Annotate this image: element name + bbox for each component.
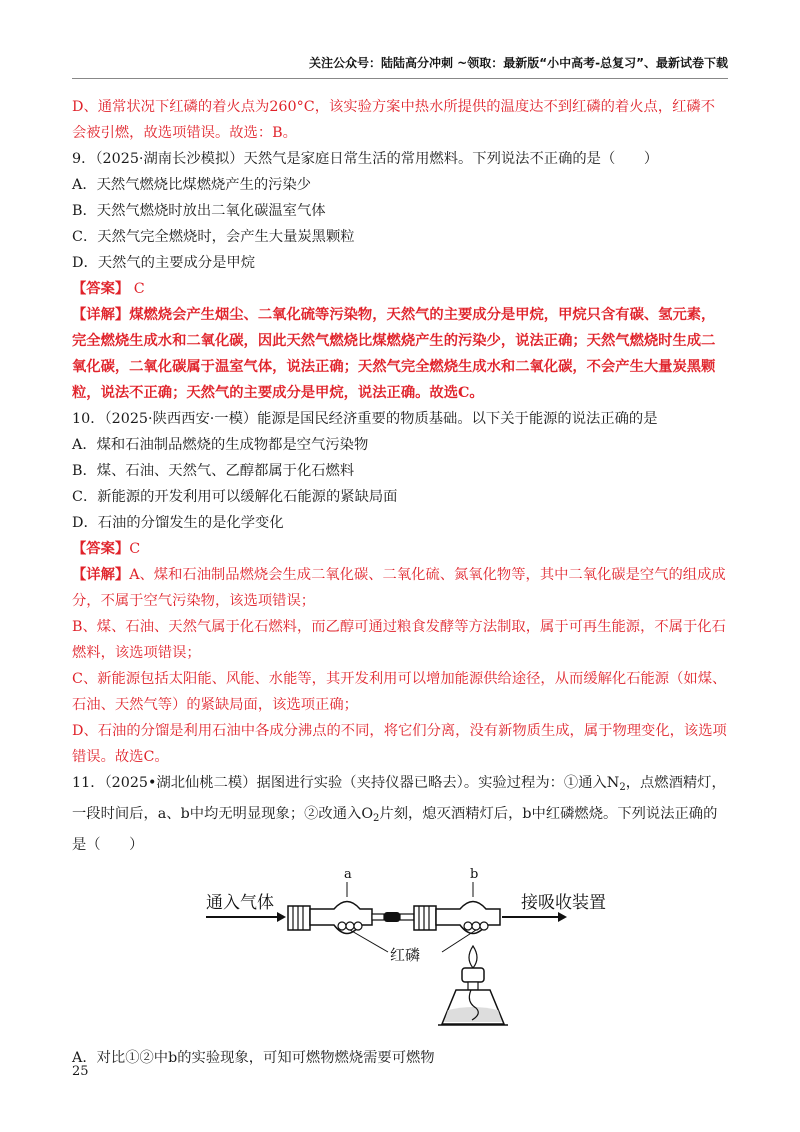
page-number: 25 [72, 1064, 89, 1079]
label-a: a [344, 867, 352, 882]
q10-detail-a-text: A、煤和石油制品燃烧会生成二氧化碳、二氧化硫、氮氧化物等，其中二氧化碳是空气的组成成分，不属于空气污染物，该选项错误； [72, 567, 726, 609]
q11-stem-part2: ，点燃酒精灯，一段时间后，a、b中均无明显现象；②改通入O [72, 775, 726, 822]
q9-detail-text: 煤燃烧会产生烟尘、二氧化硫等污染物，天然气的主要成分是甲烷，甲烷只含有碳、氢元素，完全燃烧生成水和二氧化碳，因此天然气燃烧比煤燃烧产生的污染少，说法正确；天然气燃烧时生成二氧化碳，二氧化碳属于温室气体，说法正确；天然气完全燃烧生成水和二氧化碳，不会产生大量炭黑颗粒，说法不正确；天然气的主要成分是甲烷，说法正确。故选C。 [72, 307, 716, 401]
q10-detail-b: B、煤、石油、天然气属于化石燃料，而乙醇可通过粮食发酵等方法制取，属于可再生能源，不属于化石燃料，该选项错误； [72, 619, 726, 661]
q9-option-b: B．天然气燃烧时放出二氧化碳温室气体 [72, 203, 326, 219]
q10-option-d: D．石油的分馏发生的是化学变化 [72, 515, 284, 531]
outlet-arrow-head [558, 912, 567, 922]
q10-option-c: C．新能源的开发利用可以缓解化石能源的紧缺局面 [72, 489, 398, 505]
q11-sub-o2: 2 [373, 813, 380, 824]
q9-answer-label: 【答案】 [72, 281, 130, 297]
q10-detail-a [72, 562, 728, 614]
q9-answer [72, 276, 728, 302]
q9-detail-label: 【详解】 [72, 307, 130, 323]
q10-detail-d: D、石油的分馏是利用石油中各成分沸点的不同，将它们分离，没有新物质生成，属于物理变化，该选项错误。故选C。 [72, 723, 727, 765]
q9-detail [72, 302, 728, 406]
q10-answer [72, 536, 728, 562]
red-phosphorus-label: 红磷 [390, 946, 421, 964]
q11-stem-part3: 片刻，熄灭酒精灯后，b中红磷燃烧。下列说法正确的是（ ） [72, 806, 718, 853]
rubber-connector [384, 912, 400, 922]
q11-sub-n2: 2 [619, 782, 626, 793]
q10-option-b: B．煤、石油、天然气、乙醇都属于化石燃料 [72, 463, 355, 479]
q9-stem: 9．（2025·湖南长沙模拟）天然气是家庭日常生活的常用燃料。下列说法不正确的是（ ） [72, 151, 659, 167]
q10-stem: 10．（2025·陕西西安·一模）能源是国民经济重要的物质基础。以下关于能源的说法正确的是 [72, 411, 658, 427]
label-b: b [470, 867, 479, 882]
q10-answer-value: C [129, 541, 141, 557]
page-content [72, 94, 728, 1071]
outlet-label: 接吸收装置 [521, 893, 606, 913]
q11-option-a: A．对比①②中b的实验现象，可知可燃物燃烧需要可燃物 [72, 1050, 435, 1066]
q9-option-a: A．天然气燃烧比煤燃烧产生的污染少 [72, 177, 312, 193]
apparatus-diagram [72, 864, 728, 1039]
q9-option-d: D．天然气的主要成分是甲烷 [72, 255, 256, 271]
left-stopper [288, 906, 310, 930]
q11-stem-part1: 11．（2025•湖北仙桃二模）据图进行实验（夹持仪器已略去）。实验过程为：①通入N [72, 775, 620, 791]
q10-detail-label: 【详解】 [72, 567, 130, 583]
page-header: 关注公众号：陆陆高分冲刺 ~领取：最新版“小中高考-总复习”、最新试卷下载 [309, 56, 728, 70]
q10-detail-c: C、新能源包括太阳能、风能、水能等，其开发利用可以增加能源供给途径，从而缓解化石能源（如煤、石油、天然气等）的紧缺局面，该选项正确； [72, 671, 727, 713]
inlet-label: 通入气体 [206, 893, 274, 913]
previous-answer-tail: D、通常状况下红磷的着火点为260°C，该实验方案中热水所提供的温度达不到红磷的着火点，红磷不会被引燃，故选项错误。故选：B。 [72, 99, 716, 141]
header-rule [72, 78, 728, 79]
inlet-arrow-head [277, 912, 286, 922]
q11-apparatus-figure [72, 864, 728, 1039]
lamp-cap [462, 968, 484, 982]
q10-option-a: A．煤和石油制品燃烧的生成物都是空气污染物 [72, 437, 369, 453]
q11-stem [72, 770, 728, 858]
q9-option-c: C．天然气完全燃烧时，会产生大量炭黑颗粒 [72, 229, 355, 245]
q10-answer-label: 【答案】 [72, 541, 130, 557]
flame [469, 946, 477, 968]
right-stopper [414, 906, 436, 930]
q9-answer-value: C [133, 281, 145, 297]
